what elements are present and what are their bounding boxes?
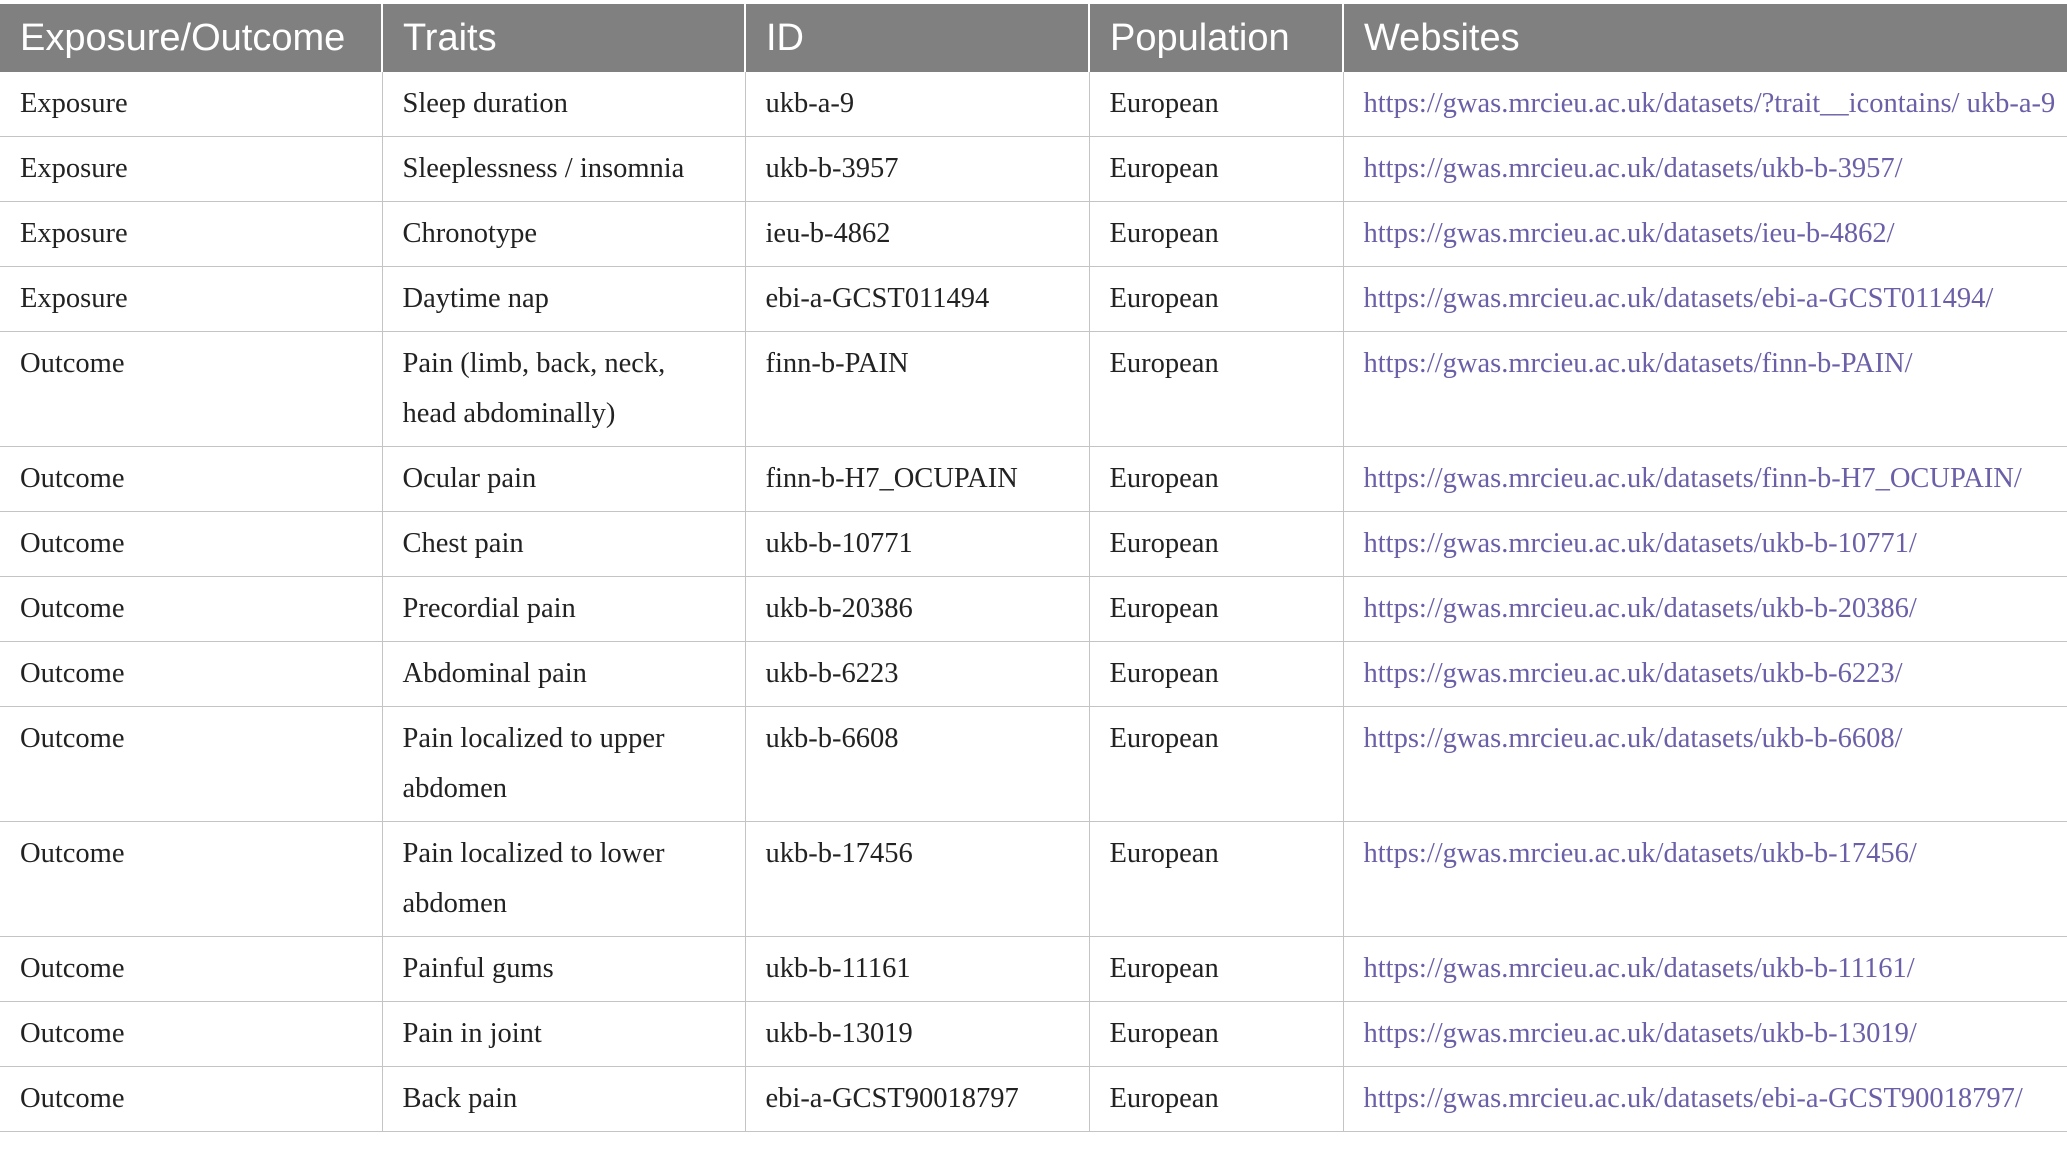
cell-id: ukb-b-20386	[745, 577, 1089, 642]
cell-id: ukb-a-9	[745, 72, 1089, 137]
cell-exposure-outcome: Outcome	[0, 937, 382, 1002]
cell-website-link[interactable]: https://gwas.mrcieu.ac.uk/datasets/ukb-b-20386/	[1343, 577, 2067, 642]
cell-website-link[interactable]: https://gwas.mrcieu.ac.uk/datasets/?trait__icontains/ ukb-a-9	[1343, 72, 2067, 137]
table-row	[0, 707, 2067, 822]
cell-population: European	[1089, 447, 1343, 512]
table-row	[0, 332, 2067, 447]
table-header	[0, 4, 2067, 72]
table-row	[0, 137, 2067, 202]
cell-id: finn-b-PAIN	[745, 332, 1089, 447]
cell-trait: Sleeplessness / insomnia	[382, 137, 745, 202]
cell-exposure-outcome: Outcome	[0, 512, 382, 577]
cell-website-link[interactable]: https://gwas.mrcieu.ac.uk/datasets/ukb-b-10771/	[1343, 512, 2067, 577]
cell-trait: Painful gums	[382, 937, 745, 1002]
cell-id: ukb-b-13019	[745, 1002, 1089, 1067]
cell-id: ieu-b-4862	[745, 202, 1089, 267]
header-traits: Traits	[382, 4, 745, 72]
table-row	[0, 822, 2067, 937]
table-row	[0, 447, 2067, 512]
table-row	[0, 577, 2067, 642]
cell-population: European	[1089, 512, 1343, 577]
cell-exposure-outcome: Exposure	[0, 137, 382, 202]
table-body	[0, 72, 2067, 1132]
cell-population: European	[1089, 332, 1343, 447]
gwas-datasets-table	[0, 4, 2067, 1132]
cell-trait: Sleep duration	[382, 72, 745, 137]
table-row	[0, 1067, 2067, 1132]
cell-id: ukb-b-10771	[745, 512, 1089, 577]
cell-exposure-outcome: Outcome	[0, 447, 382, 512]
table-row	[0, 202, 2067, 267]
cell-population: European	[1089, 577, 1343, 642]
cell-website-link[interactable]: https://gwas.mrcieu.ac.uk/datasets/ukb-b-3957/	[1343, 137, 2067, 202]
cell-id: ukb-b-6608	[745, 707, 1089, 822]
cell-id: ukb-b-3957	[745, 137, 1089, 202]
cell-population: European	[1089, 642, 1343, 707]
cell-website-link[interactable]: https://gwas.mrcieu.ac.uk/datasets/ebi-a-GCST90018797/	[1343, 1067, 2067, 1132]
cell-trait: Abdominal pain	[382, 642, 745, 707]
header-id: ID	[745, 4, 1089, 72]
table-row	[0, 1002, 2067, 1067]
cell-exposure-outcome: Exposure	[0, 202, 382, 267]
cell-website-link[interactable]: https://gwas.mrcieu.ac.uk/datasets/ukb-b-13019/	[1343, 1002, 2067, 1067]
cell-trait: Chronotype	[382, 202, 745, 267]
cell-trait: Chest pain	[382, 512, 745, 577]
cell-population: European	[1089, 267, 1343, 332]
cell-population: European	[1089, 822, 1343, 937]
table-row	[0, 72, 2067, 137]
cell-population: European	[1089, 72, 1343, 137]
cell-population: European	[1089, 707, 1343, 822]
cell-population: European	[1089, 202, 1343, 267]
cell-exposure-outcome: Outcome	[0, 577, 382, 642]
table-row	[0, 267, 2067, 332]
cell-trait: Pain in joint	[382, 1002, 745, 1067]
cell-trait: Pain localized to upper abdomen	[382, 707, 745, 822]
table-row	[0, 937, 2067, 1002]
cell-trait: Ocular pain	[382, 447, 745, 512]
cell-id: ebi-a-GCST90018797	[745, 1067, 1089, 1132]
cell-population: European	[1089, 1002, 1343, 1067]
cell-exposure-outcome: Outcome	[0, 822, 382, 937]
cell-population: European	[1089, 137, 1343, 202]
table-row	[0, 642, 2067, 707]
cell-trait: Pain (limb, back, neck, head abdominally)	[382, 332, 745, 447]
cell-website-link[interactable]: https://gwas.mrcieu.ac.uk/datasets/ukb-b-6223/	[1343, 642, 2067, 707]
cell-website-link[interactable]: https://gwas.mrcieu.ac.uk/datasets/ebi-a-GCST011494/	[1343, 267, 2067, 332]
cell-id: finn-b-H7_OCUPAIN	[745, 447, 1089, 512]
cell-website-link[interactable]: https://gwas.mrcieu.ac.uk/datasets/ukb-b-17456/	[1343, 822, 2067, 937]
cell-id: ukb-b-17456	[745, 822, 1089, 937]
cell-website-link[interactable]: https://gwas.mrcieu.ac.uk/datasets/ieu-b-4862/	[1343, 202, 2067, 267]
header-exposure-outcome: Exposure/Outcome	[0, 4, 382, 72]
cell-website-link[interactable]: https://gwas.mrcieu.ac.uk/datasets/finn-b-PAIN/	[1343, 332, 2067, 447]
cell-exposure-outcome: Outcome	[0, 332, 382, 447]
cell-trait: Pain localized to lower abdomen	[382, 822, 745, 937]
cell-website-link[interactable]: https://gwas.mrcieu.ac.uk/datasets/ukb-b-6608/	[1343, 707, 2067, 822]
cell-exposure-outcome: Outcome	[0, 707, 382, 822]
cell-population: European	[1089, 937, 1343, 1002]
cell-website-link[interactable]: https://gwas.mrcieu.ac.uk/datasets/ukb-b-11161/	[1343, 937, 2067, 1002]
cell-exposure-outcome: Outcome	[0, 1002, 382, 1067]
header-websites: Websites	[1343, 4, 2067, 72]
header-population: Population	[1089, 4, 1343, 72]
cell-population: European	[1089, 1067, 1343, 1132]
cell-exposure-outcome: Exposure	[0, 267, 382, 332]
cell-exposure-outcome: Outcome	[0, 1067, 382, 1132]
cell-trait: Daytime nap	[382, 267, 745, 332]
cell-exposure-outcome: Outcome	[0, 642, 382, 707]
table-row	[0, 512, 2067, 577]
header-row	[0, 4, 2067, 72]
cell-trait: Back pain	[382, 1067, 745, 1132]
cell-id: ukb-b-11161	[745, 937, 1089, 1002]
cell-trait: Precordial pain	[382, 577, 745, 642]
cell-exposure-outcome: Exposure	[0, 72, 382, 137]
cell-id: ebi-a-GCST011494	[745, 267, 1089, 332]
cell-website-link[interactable]: https://gwas.mrcieu.ac.uk/datasets/finn-b-H7_OCUPAIN/	[1343, 447, 2067, 512]
cell-id: ukb-b-6223	[745, 642, 1089, 707]
